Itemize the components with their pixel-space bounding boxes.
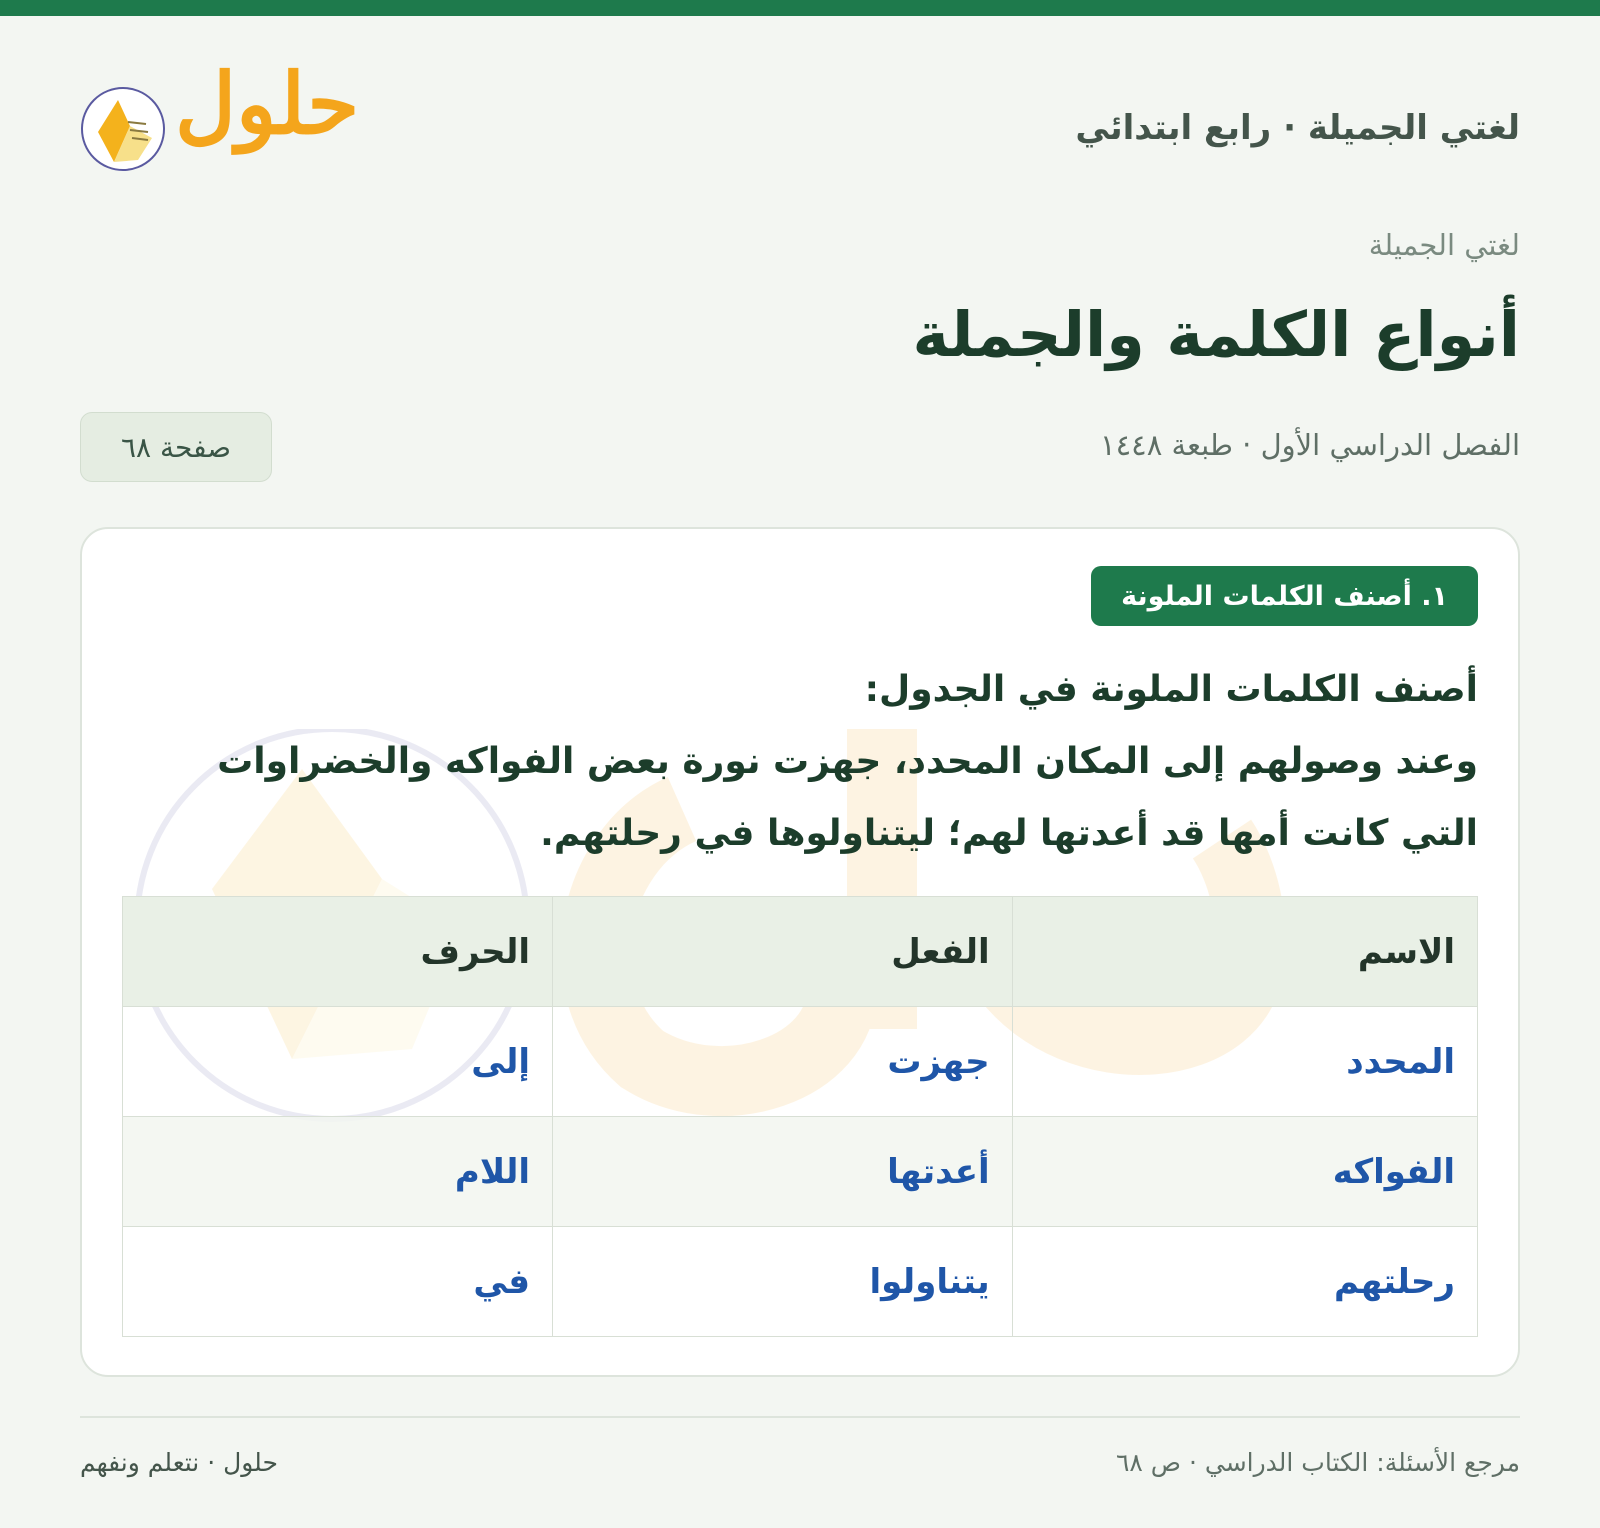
page-header	[80, 54, 1520, 200]
footer-brand: حلول · نتعلم ونفهم	[80, 1448, 278, 1477]
table-cell: إلى	[123, 1007, 553, 1117]
book-circle-icon	[80, 86, 170, 176]
table-cell: رحلتهم	[1012, 1227, 1477, 1337]
question-text	[118, 654, 1478, 870]
table-cell: جهزت	[553, 1007, 1013, 1117]
table-cell: اللام	[123, 1117, 553, 1227]
table-cell: يتناولوا	[553, 1227, 1013, 1337]
lesson-meta: الفصل الدراسي الأول · طبعة ١٤٤٨	[1100, 428, 1520, 462]
question-card	[80, 527, 1520, 1377]
logo-text: حلول	[175, 54, 360, 153]
question-number-badge: ١. أصنف الكلمات الملونة	[1091, 566, 1478, 626]
question-line: أصنف الكلمات الملونة في الجدول:	[864, 669, 1478, 710]
page-number-badge: صفحة ٦٨	[80, 412, 272, 482]
hulul-logo[interactable]	[80, 54, 370, 200]
table-cell: المحدد	[1012, 1007, 1477, 1117]
column-header-noun: الاسم	[1012, 897, 1477, 1007]
footer-reference: مرجع الأسئلة: الكتاب الدراسي · ص ٦٨	[1115, 1448, 1520, 1477]
table-row	[123, 1227, 1478, 1337]
table-row	[123, 1117, 1478, 1227]
classification-table	[122, 896, 1478, 1337]
subject-label: لغتي الجميلة	[1368, 228, 1520, 262]
table-cell: أعدتها	[553, 1117, 1013, 1227]
table-cell: في	[123, 1227, 553, 1337]
top-accent-bar	[0, 0, 1600, 16]
question-line: وعند وصولهم إلى المكان المحدد، جهزت نورة بعض الفواكه والخضراوات	[217, 741, 1478, 782]
footer-divider	[80, 1416, 1520, 1418]
column-header-particle: الحرف	[123, 897, 553, 1007]
question-line: التي كانت أمها قد أعدتها لهم؛ ليتناولوها في رحلتهم.	[540, 813, 1478, 854]
lesson-title: أنواع الكلمة والجملة	[912, 298, 1520, 371]
table-cell: الفواكه	[1012, 1117, 1477, 1227]
table-row	[123, 1007, 1478, 1117]
table-header-row	[123, 897, 1478, 1007]
header-title: لغتي الجميلة · رابع ابتدائي	[1075, 108, 1520, 148]
column-header-verb: الفعل	[553, 897, 1013, 1007]
